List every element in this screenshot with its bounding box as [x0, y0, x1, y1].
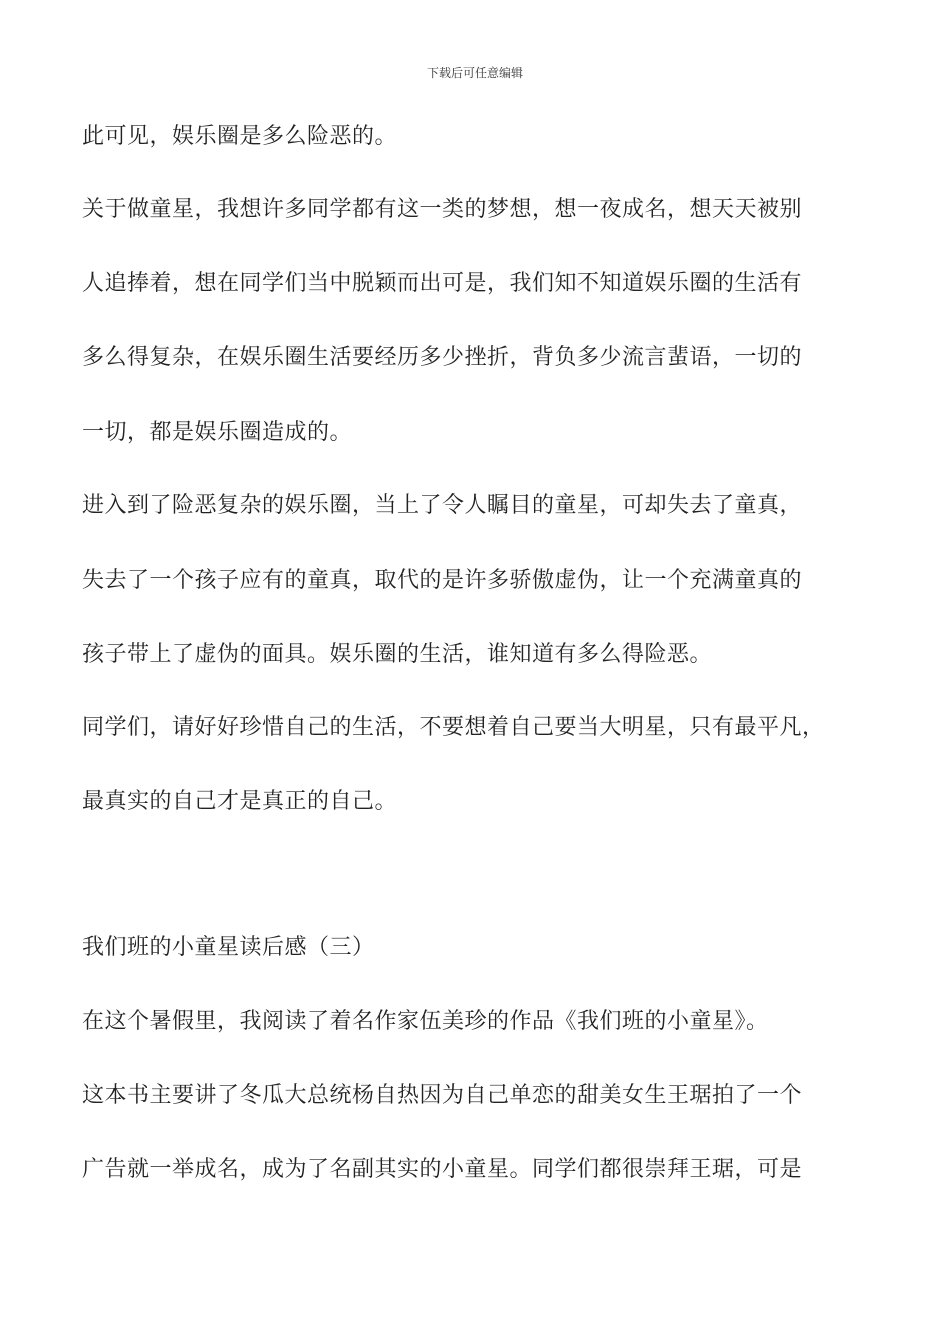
paragraph-line: 广告就一举成名，成为了名副其实的小童星。同学们都很崇拜王琚，可是: [82, 1157, 803, 1182]
section-title: 我们班的小童星读后感（三）: [82, 935, 375, 960]
paragraph-line: 在这个暑假里，我阅读了着名作家伍美珍的作品《我们班的小童星》。: [82, 1009, 769, 1034]
paragraph-line: 失去了一个孩子应有的童真，取代的是许多骄傲虚伪，让一个充满童真的: [82, 568, 803, 593]
paragraph-line: 孩子带上了虚伪的面具。娱乐圈的生活，谁知道有多么得险恶。: [82, 642, 713, 667]
paragraph-line: 进入到了险恶复杂的娱乐圈，当上了令人瞩目的童星，可却失去了童真，: [82, 493, 803, 518]
paragraph-line: 人追捧着，想在同学们当中脱颖而出可是，我们知不知道娱乐圈的生活有: [82, 271, 803, 296]
paragraph-line: 同学们，请好好珍惜自己的生活，不要想着自己要当大明星，只有最平凡，: [82, 715, 825, 740]
paragraph-line: 关于做童星，我想许多同学都有这一类的梦想，想一夜成名，想天天被别: [82, 197, 803, 222]
paragraph-line: 一切，都是娱乐圈造成的。: [82, 420, 353, 445]
header-note: 下载后可任意编辑: [426, 66, 523, 80]
paragraph-line: 最真实的自己才是真正的自己。: [82, 789, 398, 814]
paragraph-line: 此可见，娱乐圈是多么险恶的。: [82, 124, 398, 149]
paragraph-line: 这本书主要讲了冬瓜大总统杨自热因为自己单恋的甜美女生王琚拍了一个: [82, 1083, 803, 1108]
paragraph-line: 多么得复杂，在娱乐圈生活要经历多少挫折，背负多少流言蜚语，一切的: [82, 345, 803, 370]
